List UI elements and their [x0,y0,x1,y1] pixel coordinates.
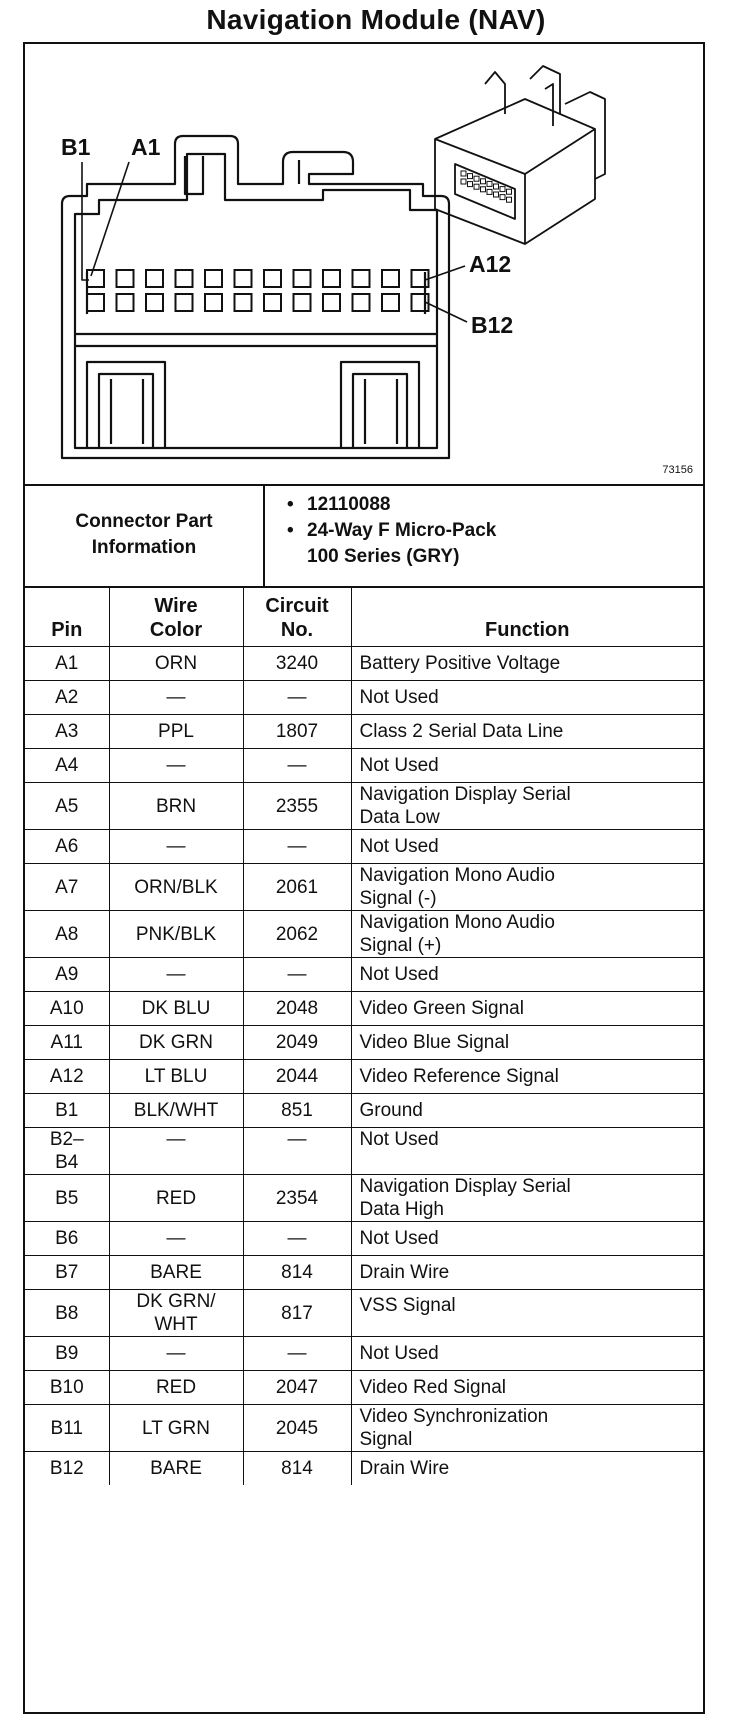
pin-cavity-3d [500,195,505,200]
pin-cavity [205,294,222,311]
pin-cell: B2– B4 [25,1128,109,1175]
header-function: Function [351,586,703,647]
connector-diagram [25,44,703,486]
pin-cavity-3d [468,182,473,187]
pin-cavity-3d [461,171,466,176]
circuit-cell: 814 [243,1256,351,1290]
bullet-icon: • [287,520,294,541]
pin-cell: B1 [25,1094,109,1128]
connector-info-label: Connector Part Information [25,484,265,586]
connector-part-info [25,484,703,588]
pinout-table [25,586,703,1485]
table-row [25,992,703,1026]
table-row [25,1222,703,1256]
pin-cavity-3d [481,179,486,184]
wire-color-cell: BRN [109,783,243,830]
pin-cavity-3d [468,174,473,179]
pin-cell: A2 [25,681,109,715]
function-cell: Not Used [351,1337,703,1371]
function-cell: Not Used [351,681,703,715]
table-row [25,647,703,681]
pin-cavity [205,270,222,287]
wire-color-cell: LT BLU [109,1060,243,1094]
circuit-cell: — [243,681,351,715]
circuit-cell: 2047 [243,1371,351,1405]
pin-cavity-3d [500,187,505,192]
pin-cell: A10 [25,992,109,1026]
function-cell: Drain Wire [351,1452,703,1486]
header-circuit-no: Circuit No. [243,586,351,647]
figure-number: 73156 [662,464,693,476]
pin-cavity-3d [507,197,512,202]
circuit-cell: 2049 [243,1026,351,1060]
label-a12: A12 [469,251,512,277]
pin-cavity [323,270,340,287]
wire-color-cell: — [109,681,243,715]
table-row [25,715,703,749]
wire-color-cell: DK BLU [109,992,243,1026]
table-row [25,911,703,958]
pin-cavity [353,294,370,311]
pin-cell: B9 [25,1337,109,1371]
circuit-cell: — [243,1337,351,1371]
function-cell: Video Blue Signal [351,1026,703,1060]
function-cell: Not Used [351,830,703,864]
pin-cell: A4 [25,749,109,783]
pin-cell: B5 [25,1175,109,1222]
wire-color-cell: LT GRN [109,1405,243,1452]
pin-cavity [294,270,311,287]
function-cell: Not Used [351,1128,703,1175]
pin-cavity-3d [494,184,499,189]
circuit-cell: — [243,830,351,864]
circuit-cell: 1807 [243,715,351,749]
pin-cavity [264,270,281,287]
pin-cavity-3d [507,189,512,194]
pin-cell: A11 [25,1026,109,1060]
connector-info-list [287,492,496,570]
function-cell: VSS Signal [351,1290,703,1337]
pin-cell: A5 [25,783,109,830]
circuit-cell: 851 [243,1094,351,1128]
function-cell: Battery Positive Voltage [351,647,703,681]
header-wire-color: Wire Color [109,586,243,647]
table-row [25,1337,703,1371]
pin-cavity [176,270,193,287]
pin-cavity-3d [487,189,492,194]
pin-cavity [382,270,399,287]
pin-cavity [117,294,134,311]
wire-color-cell: — [109,1222,243,1256]
wire-color-cell: PPL [109,715,243,749]
pin-cavity-3d [474,184,479,189]
table-row [25,1175,703,1222]
function-cell: Class 2 Serial Data Line [351,715,703,749]
table-row [25,1290,703,1337]
circuit-cell: 2061 [243,864,351,911]
table-row [25,783,703,830]
connector-face-drawing [25,44,703,484]
circuit-cell: 814 [243,1452,351,1486]
info-item [287,492,496,518]
function-cell: Not Used [351,958,703,992]
pin-cavity [294,294,311,311]
table-row [25,958,703,992]
pin-cavity [353,270,370,287]
circuit-cell: 2062 [243,911,351,958]
function-cell: Navigation Display Serial Data High [351,1175,703,1222]
table-row [25,1094,703,1128]
pin-cell: A7 [25,864,109,911]
table-row [25,1128,703,1175]
pin-cavity-3d [461,179,466,184]
table-row [25,681,703,715]
connector-sheet [23,42,705,1714]
function-cell: Navigation Mono Audio Signal (+) [351,911,703,958]
function-cell: Navigation Mono Audio Signal (-) [351,864,703,911]
pin-cell: B6 [25,1222,109,1256]
pin-cell: A6 [25,830,109,864]
function-cell: Video Red Signal [351,1371,703,1405]
table-row [25,1452,703,1486]
wire-color-cell: — [109,830,243,864]
pin-cell: A3 [25,715,109,749]
circuit-cell: — [243,1222,351,1256]
connector-3d-view [435,66,605,244]
wire-color-cell: — [109,749,243,783]
function-cell: Drain Wire [351,1256,703,1290]
function-cell: Ground [351,1094,703,1128]
pin-cell: A9 [25,958,109,992]
wire-color-cell: BARE [109,1256,243,1290]
table-row [25,864,703,911]
bullet-icon: • [287,494,294,515]
circuit-cell: 2355 [243,783,351,830]
page-title: Navigation Module (NAV) [206,4,546,35]
header-pin: Pin [25,586,109,647]
circuit-cell: — [243,749,351,783]
table-row [25,1026,703,1060]
circuit-cell: 2044 [243,1060,351,1094]
function-cell: Video Green Signal [351,992,703,1026]
pin-cavity [323,294,340,311]
table-row [25,1256,703,1290]
part-number: 12110088 [307,494,391,515]
pin-cavity [264,294,281,311]
circuit-cell: — [243,1128,351,1175]
wire-color-cell: BLK/WHT [109,1094,243,1128]
wire-color-cell: — [109,1128,243,1175]
table-row [25,830,703,864]
table-row [25,1405,703,1452]
pin-cavity-3d [474,176,479,181]
pin-cavity [235,270,252,287]
pin-cavity [87,294,104,311]
wire-color-cell: ORN [109,647,243,681]
circuit-cell: 2048 [243,992,351,1026]
pin-cavity-3d [481,187,486,192]
wire-color-cell: RED [109,1371,243,1405]
pin-cavity [146,270,163,287]
circuit-cell: — [243,958,351,992]
wire-color-cell: DK GRN [109,1026,243,1060]
circuit-cell: 2354 [243,1175,351,1222]
pin-cell: B8 [25,1290,109,1337]
pin-cavity-3d [487,181,492,186]
table-row [25,1371,703,1405]
table-row [25,1060,703,1094]
function-cell: Video Reference Signal [351,1060,703,1094]
label-a1: A1 [131,134,161,160]
wire-color-cell: ORN/BLK [109,864,243,911]
connector-description: 24-Way F Micro-Pack 100 Series (GRY) [307,520,497,567]
function-cell: Not Used [351,1222,703,1256]
pin-cell: B12 [25,1452,109,1486]
label-b12: B12 [471,312,514,338]
pin-cavity [87,270,104,287]
pin-cavity [382,294,399,311]
info-item [287,518,496,570]
pin-cell: A8 [25,911,109,958]
circuit-cell: 2045 [243,1405,351,1452]
wire-color-cell: RED [109,1175,243,1222]
wire-color-cell: — [109,1337,243,1371]
wire-color-cell: DK GRN/ WHT [109,1290,243,1337]
pin-cavity [176,294,193,311]
wire-color-cell: BARE [109,1452,243,1486]
circuit-cell: 3240 [243,647,351,681]
wire-color-cell: PNK/BLK [109,911,243,958]
pin-cavity [235,294,252,311]
function-cell: Navigation Display Serial Data Low [351,783,703,830]
pin-cavity [117,270,134,287]
pin-cell: B11 [25,1405,109,1452]
function-cell: Video Synchronization Signal [351,1405,703,1452]
pin-cell: B7 [25,1256,109,1290]
function-cell: Not Used [351,749,703,783]
wire-color-cell: — [109,958,243,992]
pin-cell: A12 [25,1060,109,1094]
pin-cell: B10 [25,1371,109,1405]
pin-cell: A1 [25,647,109,681]
pin-cavity [146,294,163,311]
pin-cavity-3d [494,192,499,197]
label-b1: B1 [61,134,91,160]
circuit-cell: 817 [243,1290,351,1337]
table-row [25,749,703,783]
